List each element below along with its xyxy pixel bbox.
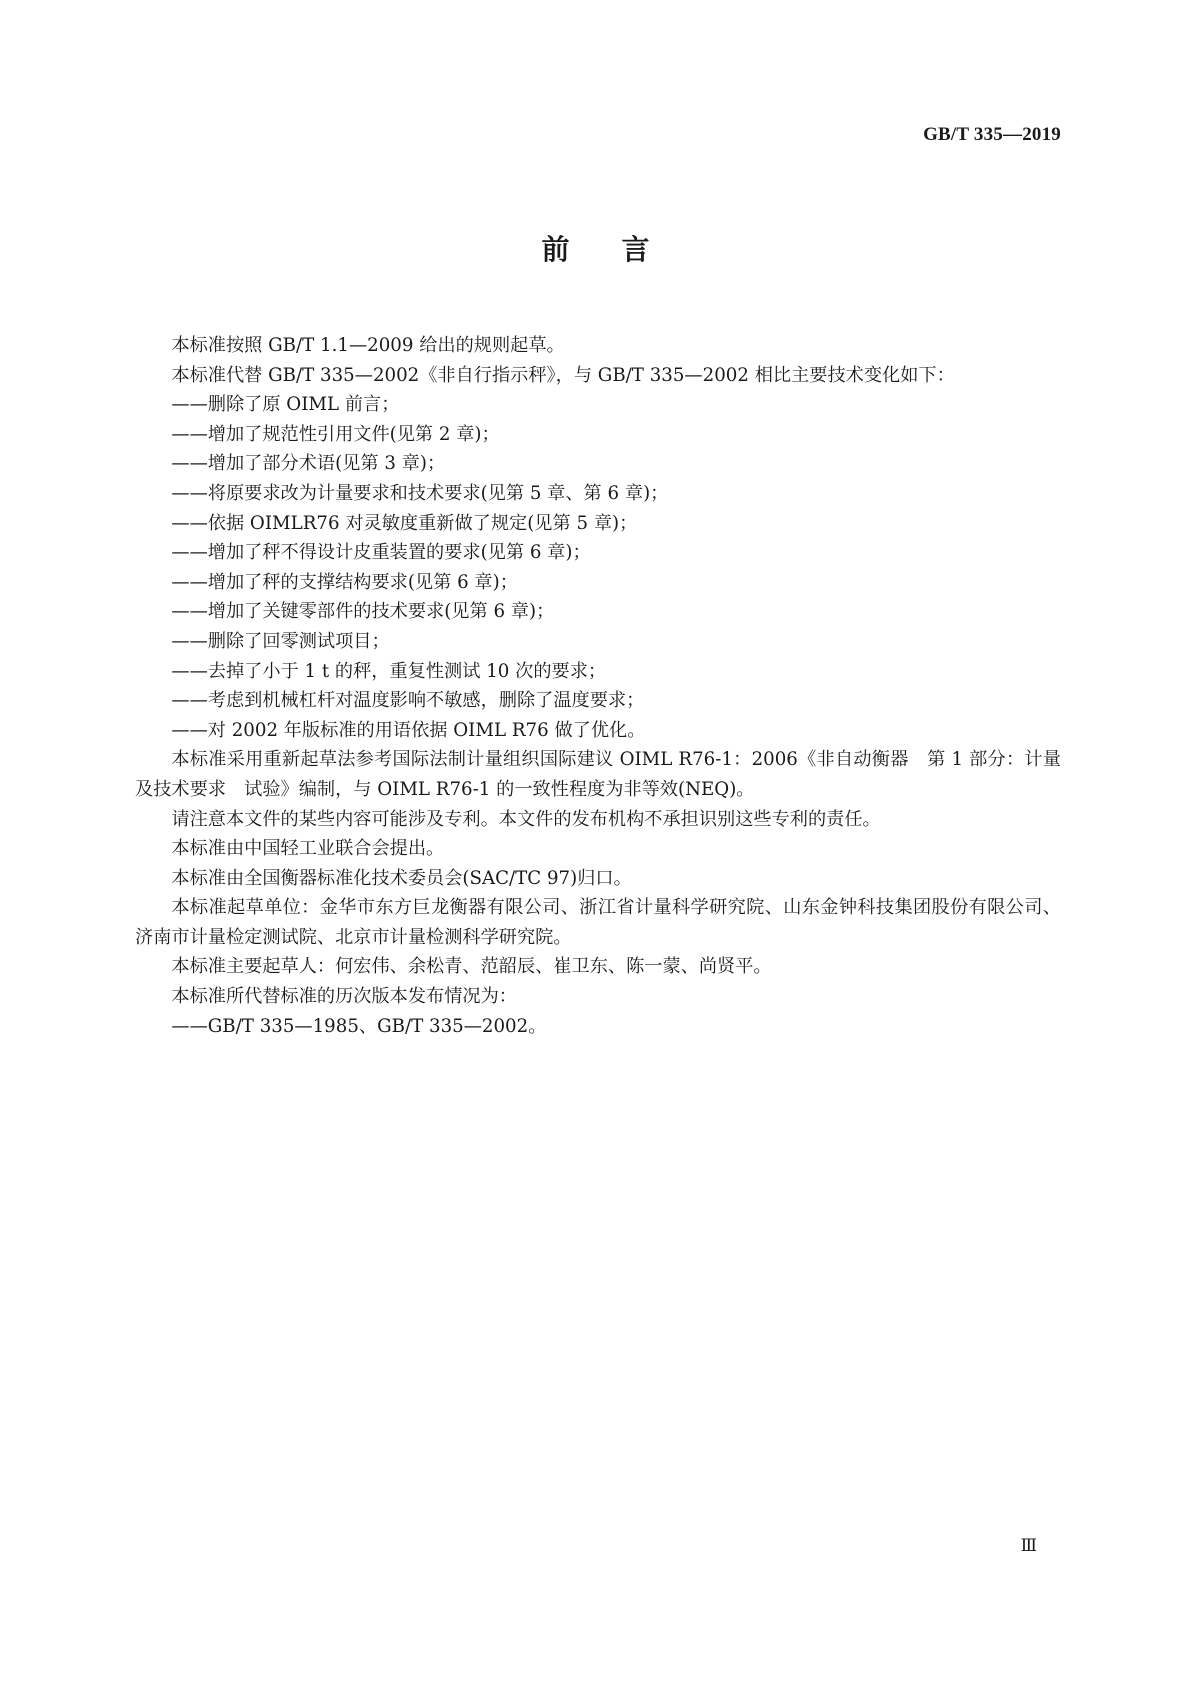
- list-item: ——GB/T 335—1985、GB/T 335—2002。: [171, 1015, 547, 1037]
- list-item: ——对 2002 年版标准的用语依据 OIML R76 做了优化。: [171, 719, 646, 741]
- foreword-body: [135, 331, 1061, 1041]
- list-item: ——增加了秤的支撑结构要求(见第 6 章)；: [171, 571, 518, 593]
- list-item: ——增加了关键零部件的技术要求(见第 6 章)；: [171, 601, 555, 623]
- paragraph: 本标准采用重新起草法参考国际法制计量组织国际建议 OIML R76-1：2006《非自动衡器 第 1 部分：计量及技术要求 试验》编制，与 OIML R76-1 的一致性程度为非等效(NEQ)。: [135, 749, 1061, 800]
- list-item: ——增加了部分术语(见第 3 章)；: [171, 453, 446, 475]
- paragraph: 请注意本文件的某些内容可能涉及专利。本文件的发布机构不承担识别这些专利的责任。: [171, 808, 881, 830]
- paragraph: 本标准起草单位：金华市东方巨龙衡器有限公司、浙江省计量科学研究院、山东金钟科技集团股份有限公司、济南市计量检定测试院、北京市计量检测科学研究院。: [135, 897, 1061, 948]
- list-item: ——删除了原 OIML 前言；: [171, 394, 400, 416]
- list-item: ——依据 OIMLR76 对灵敏度重新做了规定(见第 5 章)；: [171, 512, 638, 534]
- page-title: 前言: [541, 233, 702, 266]
- list-item: ——考虑到机械杠杆对温度影响不敏感，删除了温度要求；: [171, 690, 645, 712]
- page-number: Ⅲ: [1020, 1536, 1037, 1555]
- paragraph: 本标准代替 GB/T 335—2002《非自行指示秤》，与 GB/T 335—2002 相比主要技术变化如下：: [171, 364, 955, 386]
- list-item: ——增加了秤不得设计皮重装置的要求(见第 6 章)；: [171, 542, 591, 564]
- paragraph: 本标准主要起草人：何宏伟、余松青、范韶辰、崔卫东、陈一蒙、尚贤平。: [171, 956, 772, 978]
- paragraph: 本标准所代替标准的历次版本发布情况为：: [171, 986, 517, 1008]
- list-item: ——去掉了小于 1 t 的秤，重复性测试 10 次的要求；: [171, 660, 607, 682]
- paragraph: 本标准由中国轻工业联合会提出。: [171, 838, 445, 860]
- paragraph: 本标准按照 GB/T 1.1—2009 给出的规则起草。: [171, 335, 565, 356]
- standard-code: GB/T 335—2019: [923, 124, 1061, 145]
- list-item: ——增加了规范性引用文件(见第 2 章)；: [171, 423, 500, 445]
- paragraph: 本标准由全国衡器标准化技术委员会(SAC/TC 97)归口。: [171, 867, 632, 889]
- list-item: ——将原要求改为计量要求和技术要求(见第 5 章、第 6 章)；: [171, 482, 669, 504]
- list-item: ——删除了回零测试项目；: [171, 630, 390, 652]
